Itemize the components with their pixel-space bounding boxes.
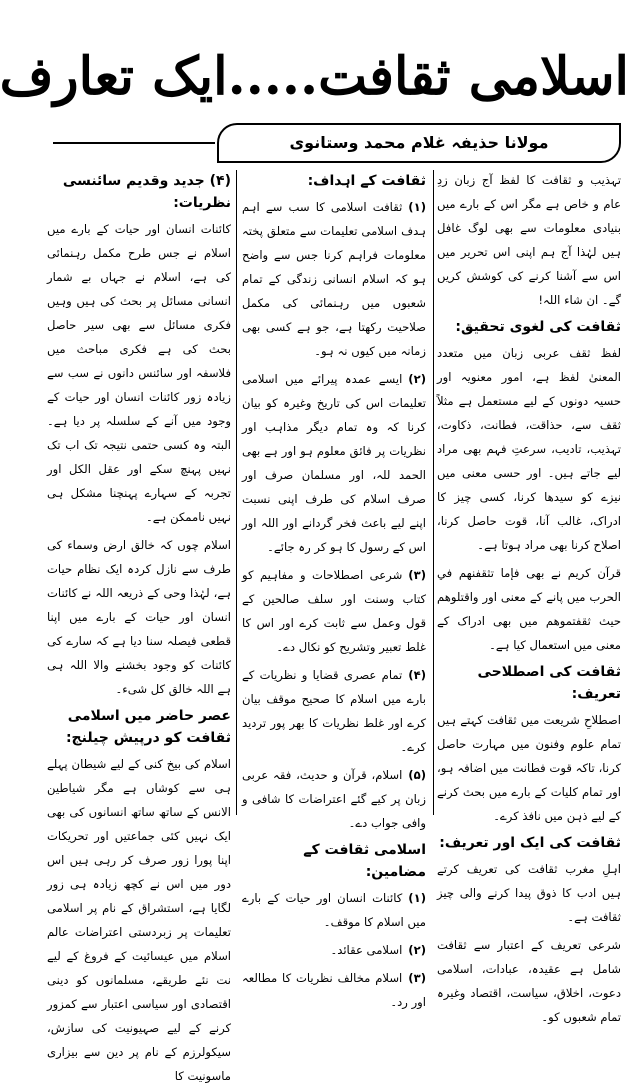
item-number: (۳)	[408, 971, 426, 985]
column-middle	[242, 168, 426, 1009]
list-item	[242, 195, 426, 363]
item-text: شرعی اصطلاحات و مفاہیم کو کتاب وسنت اور سلف صالحین کے قول وعمل سے ثابت کرے اور اس کا غلط تعبیر وتشریح کو نکال دے۔	[242, 568, 426, 654]
list-item	[242, 938, 426, 962]
column-left	[47, 168, 231, 1083]
item-text: ثقافت اسلامی کا سب سے اہم ہدف اسلامی تعلیمات سے متعلق پختہ معلومات فراہم کرنا جس سے واضح ہو کہ اسلام انسانی زندگی کے تمام شعبوں میں رہنمائی کی مکمل صلاحیت رکھتا ہے، جو ہے کسی بھی زمانہ میں کیوں نہ ہو۔	[242, 200, 426, 358]
item-text: تمام عصری قضایا و نظریات کے بارے میں اسلام کا صحیح موقف بیان کرے اور غلط نظریات کا بھر پور تردید کرے۔	[242, 668, 426, 754]
paragraph: لفظ ثقف عربی زبان میں متعدد المعنیٰ لفظ ہے، امور معنویہ اور حسیہ دونوں کے لیے مستعمل ہے مثلاً ثقف سے، حذاقت، فطانت، ذکاوت، تہذیب، تادیب، سرعتِ فہم بھی مراد لیے جاتے ہیں۔ اور حسی معنی میں نیزے کو سیدھا کرنا، کسی چیز کا ادراک، غالب آنا، قوت حاصل کرنا، اصلاح کرنا بھی مراد ہوتا ہے۔	[437, 346, 621, 552]
column-divider	[433, 170, 434, 815]
item-number: (۳)	[408, 568, 426, 582]
paragraph: اسلام چوں کہ خالق ارض وسماء کی طرف سے نازل کردہ ایک نظام حیات ہے، لہٰذا وحی کے ذریعہ اللہ نے کائنات انسان اور حیات کے بارے میں اپنا قطعی فیصلہ سنا دیا ہے کہ سارے کی کائنات کو وجود بخشنے والا اللہ ہی ہے اللہ خالق کل شیء۔	[47, 538, 231, 696]
paragraph: کائنات انسان اور حیات کے بارے میں اسلام نے جس طرح مکمل رہنمائی کی ہے، اسلام نے جہاں بے شمار انسانی مسائل پر بحث کی ہیں وہیں فکری مسائل سے بھی سیر حاصل بحث کی ہے فکری مباحث میں فلاسفہ اور سائنس دانوں نے سب سے زیادہ زور کائنات انسان اور حیات کے وجود میں آنے کے سلسلہ پر دیا ہے۔ البتہ وہ کسی حتمی نتیجہ تک اب تک نہیں پہنچ سکے اور عقل الکل اور تجربہ کے سہارے پہنچنا مشکل ہی نہیں ناممکن ہے۔	[47, 222, 231, 524]
item-number: (۲)	[408, 372, 426, 386]
item-text: اسلام مخالف نظریات کا مطالعہ اور رد۔	[242, 971, 426, 1009]
column-right	[437, 168, 621, 1024]
list-item	[242, 367, 426, 559]
section-heading: ثقافت کی اصطلاحی تعریف:	[477, 664, 621, 702]
title-rule	[53, 142, 215, 144]
list-item	[242, 966, 426, 1014]
author-byline: مولانا حذیفہ غلام محمد وستانوی	[217, 123, 621, 163]
item-text: ایسے عمدہ پیرائے میں اسلامی تعلیمات اس کی تاریخ وغیرہ کو بیان کرنا کہ وہ تمام دیگر مذاہب اور نظریات پر فائق معلوم ہو اور ہے بھی الحمد للہ، اور مسلمان صرف اور صرف اسلام کی طرف اپنی نسبت اپنے لیے باعث فخر گردانے اور اللہ اور اس کے رسول کا ہو کر رہ جائے۔	[242, 372, 426, 554]
section-heading: ثقافت کی ایک اور تعریف:	[439, 835, 621, 851]
paragraph: اصطلاحِ شریعت میں ثقافت کہتے ہیں تمام علوم وفنون میں مہارت حاصل کرنا، تاکہ قوت فطانت میں اضافہ ہو، اور تمام کلیات کے بارے میں بحث کرنے کے لیے ذہن میں نافذ کرے۔	[437, 713, 621, 823]
list-item	[242, 886, 426, 934]
section-heading: عصر حاضر میں اسلامی ثقافت کو درپیش چیلنج:	[65, 708, 231, 746]
list-item	[242, 563, 426, 659]
item-number: (۱)	[408, 200, 426, 214]
list-item	[242, 663, 426, 759]
item-number: (۵)	[408, 768, 426, 782]
section-heading: اسلامی ثقافت کے مضامین:	[303, 842, 426, 880]
paragraph: اسلام کی بیخ کنی کے لیے شیطان پہلے ہی سے کوشاں ہے مگر شیاطین الانس کے ساتھ ساتھ انسانوں کی بھی ایک نہیں کئی جماعتیں اور تحریکات اپنا پورا زور صرف کر رہی ہیں اس دور میں اس نے کچھ زیادہ ہی زور لگایا ہے، استشراق کے نام پر اسلامی تعلیمات پر زبردستی اعتراضات عالم اسلام میں عیسائیت کے فروغ کے لیے نت نئے طریقے، مسلمانوں کو دینی اقتصادی اور سیاسی اعتبار سے کمزور کرنے کے لیے صہیونیت کی سازش، سیکولرزم کے نام پر دین سے بیزاری ماسونیت کا	[47, 757, 231, 1083]
item-text: اسلامی عقائد۔	[330, 943, 403, 957]
article-title: اسلامی ثقافت.....ایک تعارف	[0, 46, 629, 107]
list-item	[242, 763, 426, 835]
section-heading: ثقافت کی لغوی تحقیق:	[455, 319, 621, 335]
item-number: (۲)	[408, 943, 426, 957]
paragraph: شرعی تعریف کے اعتبار سے ثقافت شامل ہے عقیدہ، عبادات، اسلامی دعوت، اخلاق، سیاست، اقتصاد وغیرہ تمام شعبوں کو۔	[437, 938, 621, 1024]
item-text: کائنات انسان اور حیات کے بارے میں اسلام کا موقف۔	[242, 891, 426, 929]
item-text: اسلام، قرآن و حدیث، فقہ عربی زبان پر کیے گئے اعتراضات کا شافی و وافی جواب دے۔	[242, 768, 426, 830]
paragraph: اہلِ مغرب ثقافت کی تعریف کرتے ہیں ادب کا ذوق پیدا کرنے والی چیز ثقافت ہے۔	[437, 862, 621, 924]
paragraph: قرآن کریم نے بھی فإما تثقفنهم في الحرب میں پانے کے معنی اور واقتلوهم حيث ثقفتموهم میں بھی ادراک کے معنی میں استعمال کیا ہے۔	[437, 566, 621, 652]
section-heading: (۴) جدید وقدیم سائنسی نظریات:	[62, 173, 231, 211]
item-number: (۴)	[408, 668, 426, 682]
item-number: (۱)	[408, 891, 426, 905]
section-heading: ثقافت کے اہداف:	[307, 173, 426, 189]
intro-paragraph: تہذیب و ثقافت کا لفظ آج زبان زدِ عام و خاص ہے مگر اس کے بارے میں بنیادی معلومات سے بھی لوگ غافل ہیں لہٰذا آج ہم اپنی اس تحریر میں اس سے آشنا کرنے کی کوشش کریں گے۔ ان شاء اللہ!	[437, 173, 621, 307]
column-divider	[236, 170, 237, 815]
